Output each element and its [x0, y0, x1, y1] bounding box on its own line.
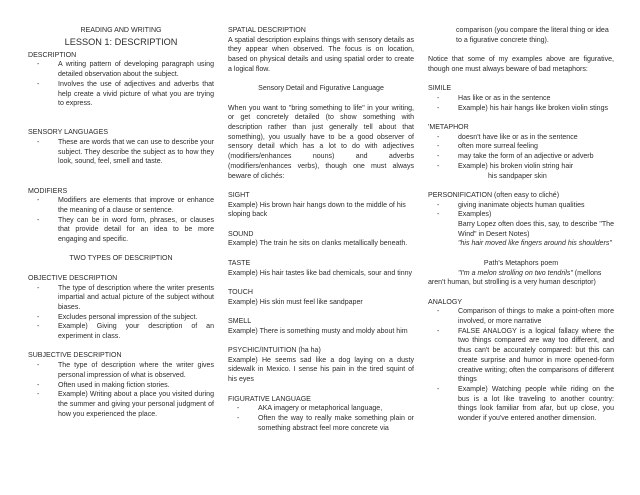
taste-text: Example) His hair tastes like bad chemicals, sour and tinny	[228, 269, 413, 277]
metaphor-continuation: his sandpaper skin	[488, 172, 547, 180]
list-item: - FALSE ANALOGY is a logical fallacy where the two things compared are way too different, and thus can't be accurately compared: but this can create surprise and humor in more opened-form creative writing; often the comparisons of different things	[458, 327, 614, 385]
taste-heading: TASTE	[228, 259, 251, 267]
list-item: - Comparison of things to make a point-often more involved, or more narrative	[458, 307, 614, 326]
intro-text: When you want to "bring something to life" in your writing, or get concretely detailed (to show something with description rather than just generally tell about that something), you usually have to be a good observer of sensory detail which has a lot to do with adjectives (modifiers/enhances nouns) and adverbs (modifiers/enhances verbs), though one must always beware of clichés:	[228, 104, 414, 180]
metaphor-heading: 'METAPHOR	[428, 123, 469, 131]
lesson-title: LESSON 1: DESCRIPTION	[64, 36, 178, 47]
list-item: - Often the way to really make something plain or something abstract feel more concrete via	[258, 414, 414, 433]
personification-heading: PERSONIFICATION (often easy to cliché)	[428, 191, 560, 199]
list-item: - Often used in making fiction stories.	[58, 381, 214, 391]
psychic-text: Example) He seems sad like a dog laying on a dusty sidewalk in Mexico. I sense his pain in the tired squint of his eyes	[228, 356, 414, 384]
spatial-text: A spatial description explains things with sensory details as they appear when observed. The focus is on location, based on physical details and using spatial order to create a logical flow.	[228, 36, 414, 73]
column-2	[228, 26, 414, 433]
sensory-detail-title: Sensory Detail and Figurative Language	[258, 85, 384, 93]
touch-text: Example) His skin must feel like sandpaper	[228, 298, 363, 306]
list-item: - often more surreal feeling	[458, 142, 614, 152]
list-item: - Modifiers are elements that improve or enhance the meaning of a clause or sentence.	[58, 196, 214, 215]
analogy-heading: ANALOGY	[428, 298, 463, 306]
list-item: - doesn't have like or as in the sentence	[458, 133, 614, 143]
sound-heading: SOUND	[228, 230, 254, 238]
figurative-heading: FIGURATIVE LANGUAGE	[228, 395, 311, 403]
list-item: - The type of description where the writer gives personal impression of what is observed.	[58, 361, 214, 380]
personification-list	[428, 201, 614, 250]
simile-heading: SIMILE	[428, 85, 452, 93]
figurative-list	[228, 404, 414, 433]
list-item: - Has like or as in the sentence	[458, 94, 614, 104]
paths-title: Path's Metaphors poem	[483, 259, 559, 267]
list-item: - Involves the use of adjectives and adverbs that help create a vivid picture of what you are trying to express.	[58, 80, 214, 109]
sight-heading: SIGHT	[228, 191, 250, 199]
column-1	[28, 26, 214, 419]
subjective-list	[28, 361, 214, 419]
sensory-list	[28, 138, 214, 167]
two-types-heading: TWO TYPES OF DESCRIPTION	[69, 255, 173, 263]
continued-text: comparison (you compare the literal thing or idea to a figurative concrete thing).	[456, 27, 609, 44]
column-3	[428, 26, 614, 424]
list-item: - Example) his hair hangs like broken violin stings	[458, 104, 614, 114]
objective-heading: OBJECTIVE DESCRIPTION	[28, 274, 118, 282]
objective-list	[28, 284, 214, 342]
list-item: - Example) Writing about a place you visited during the summer and giving your personal judgment of how you experienced the place.	[58, 390, 214, 419]
personification-quote: "his hair moved like fingers around his shoulders"	[458, 240, 612, 248]
personification-example: Barry Lopez often does this, say, to describe "The Wind" in Desert Notes)	[458, 221, 614, 238]
notice-text: Notice that some of my examples above are figurative, though one must always beware of bad metaphors:	[428, 56, 614, 73]
simile-list	[428, 94, 614, 113]
modifiers-list	[28, 196, 214, 245]
paths-quote: "I'm a melon strolling on two tendrils"	[458, 269, 573, 277]
list-item: - Examples)	[458, 210, 614, 220]
paths-rest: (mellons aren't human, but strolling is a very human descriptor)	[428, 269, 602, 287]
psychic-heading: PSYCHIC/INTUITION (ha ha)	[228, 347, 321, 355]
metaphor-list	[428, 133, 614, 172]
smell-heading: SMELL	[228, 317, 252, 325]
list-item: - They can be in word form, phrases, or clauses that provide detail for an idea to be more engaging and specific.	[58, 216, 214, 245]
list-item: - may take the form of an adjective or adverb	[458, 152, 614, 162]
sight-text: Example) His brown hair hangs down to the middle of his sloping back	[228, 201, 406, 219]
touch-heading: TOUCH	[228, 288, 253, 296]
list-item: - Excludes personal impression of the subject.	[58, 313, 214, 323]
list-item: - Example) Giving your description of an experiment in class.	[58, 322, 214, 341]
course-title: READING AND WRITING	[80, 27, 162, 34]
sound-text: Example) The train he sits on clanks metallically beneath.	[228, 240, 408, 248]
list-item: - A writing pattern of developing paragraph using detailed observation about the subject.	[58, 60, 214, 79]
analogy-list	[428, 307, 614, 423]
list-item: - Example) Watching people while riding on the bus is a lot like traveling to another country: things look familiar from afar, but up close, you wonder if you've entered another dimension.	[458, 385, 614, 424]
smell-text: Example) There is something musty and moldy about him	[228, 327, 408, 335]
sensory-languages-heading: SENSORY LANGUAGES	[28, 129, 109, 137]
list-item: - These are words that we can use to describe your subject. They describe the subject as to how they look, sound, feel, smell and taste.	[58, 138, 214, 167]
list-item: - giving inanimate objects human qualities	[458, 201, 614, 211]
description-heading: DESCRIPTION	[28, 51, 77, 59]
list-item: - Example) his broken violin string hair	[458, 162, 614, 172]
paths-paragraph	[428, 269, 614, 288]
spatial-heading: SPATIAL DESCRIPTION	[228, 27, 306, 34]
subjective-heading: SUBJECTIVE DESCRIPTION	[28, 352, 122, 360]
description-list	[28, 60, 214, 109]
list-item: - AKA imagery or metaphorical language,	[258, 404, 414, 414]
modifiers-heading: MODIFIERS	[28, 187, 68, 195]
list-item: - The type of description where the writer presents impartial and actual picture of the subject without biases.	[58, 284, 214, 313]
